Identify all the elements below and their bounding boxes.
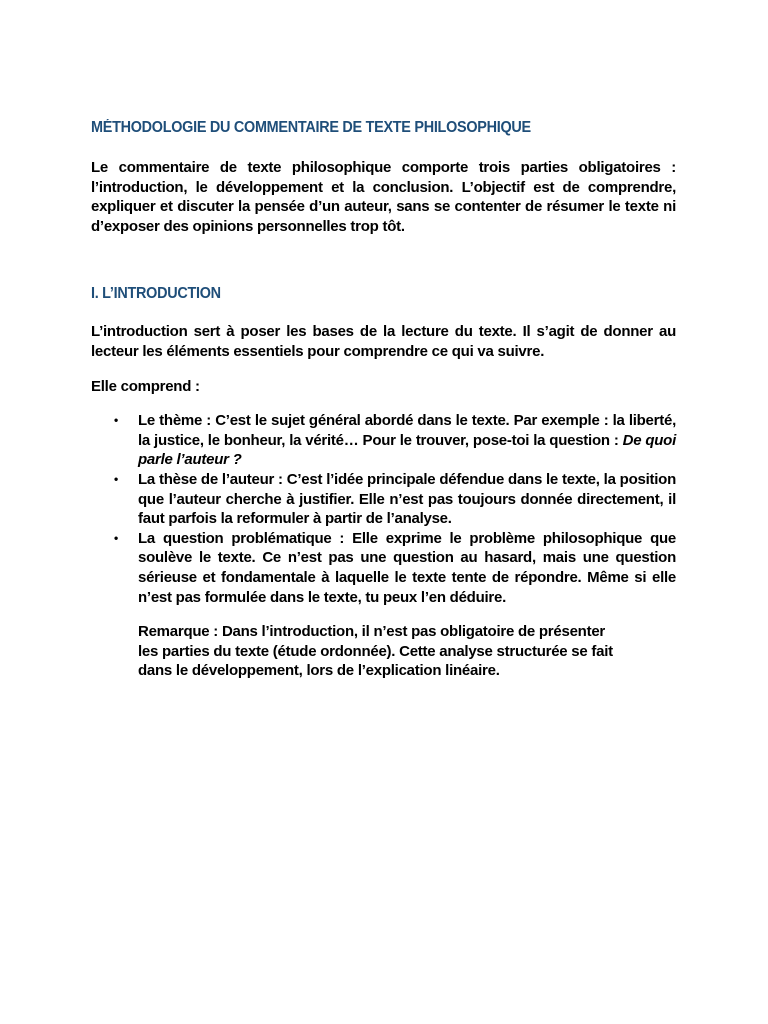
list-item-text: Le thème : C’est le sujet général abordé dans le texte. Par exemple : la liberté, la justice, le bonheur, la vérité… Pour le trouver, pose-toi la question : <box>138 412 676 449</box>
list-item-italic-question: De quoi parle l’auteur ? <box>138 431 676 469</box>
document-title: MÉTHODOLOGIE DU COMMENTAIRE DE TEXTE PHILOSOPHIQUE <box>91 119 531 136</box>
remark-line: les parties du texte (étude ordonnée). Cette analyse structurée se fait <box>138 642 613 660</box>
component-list <box>91 411 676 607</box>
list-item-text: La thèse de l’auteur : C’est l’idée principale défendue dans le texte, la position que l’auteur cherche à justifier. Elle n’est pas toujours donnée directement, il faut parfois la reformuler à partir de l’analyse. <box>138 470 676 528</box>
section-heading-introduction: I. L’INTRODUCTION <box>91 285 221 303</box>
list-item-thesis <box>91 470 676 529</box>
intro-paragraph: Le commentaire de texte philosophique comporte trois parties obligatoires : l’introduction, le développement et la conclusion. L’objectif est de comprendre, expliquer et discuter la pensée d’un auteur, sans se contenter de résumer le texte ni d’exposer des opinions personnelles trop tôt. <box>91 159 676 235</box>
list-item-problem <box>91 529 676 607</box>
remark-line: dans le développement, lors de l’explication linéaire. <box>138 662 500 680</box>
bullet-icon: • <box>114 471 118 486</box>
remark-line: Remarque : Dans l’introduction, il n’est pas obligatoire de présenter <box>138 623 606 641</box>
list-item-theme <box>91 411 676 470</box>
document-page <box>91 118 676 681</box>
section-description: L’introduction sert à poser les bases de la lecture du texte. Il s’agit de donner au lecteur les éléments essentiels pour comprendre ce qui va suivre. <box>91 323 676 360</box>
bullet-icon: • <box>114 413 118 428</box>
list-lead: Elle comprend : <box>91 377 200 395</box>
bullet-icon: • <box>114 530 118 545</box>
list-item-text: La question problématique : Elle exprime le problème philosophique que soulève le texte. Ce n’est pas une question au hasard, mais une question sérieuse et fondamentale à laquelle le texte tente de répondre. Même si elle n’est pas formulée dans le texte, tu peux l’en déduire. <box>138 529 676 606</box>
remark-note <box>138 622 648 681</box>
